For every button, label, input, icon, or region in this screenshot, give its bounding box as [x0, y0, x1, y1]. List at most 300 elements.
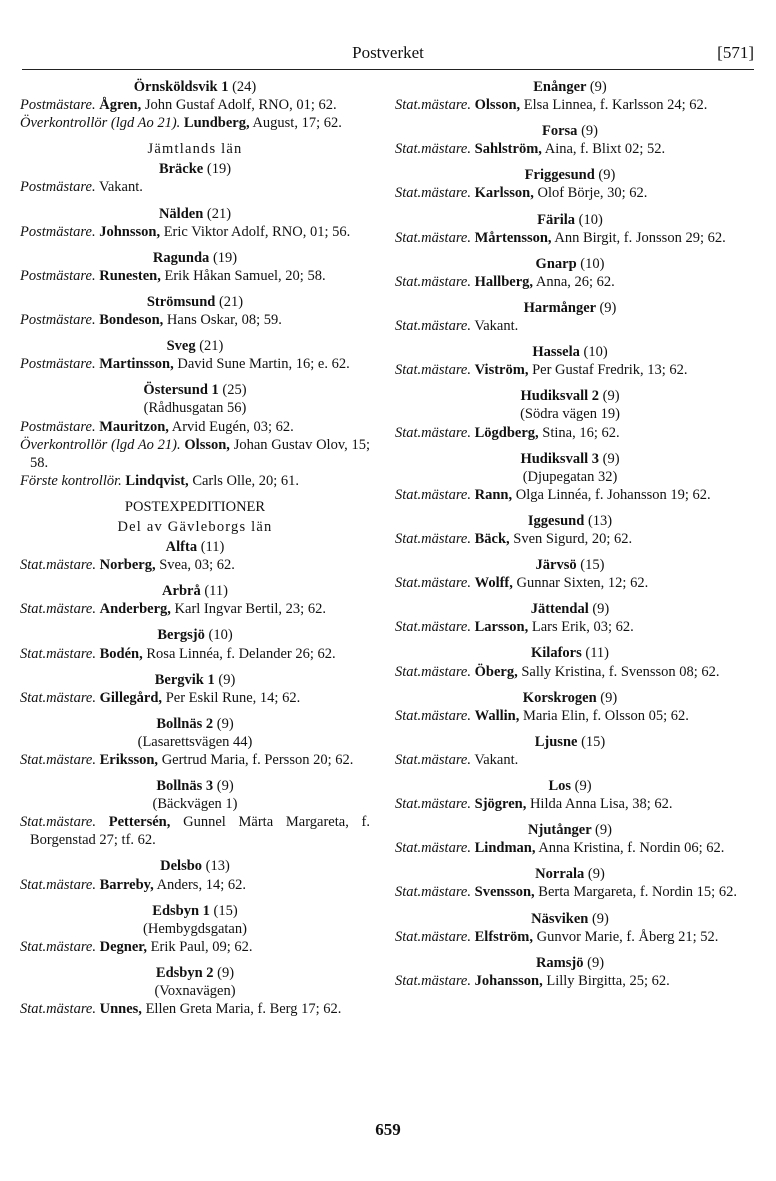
place-name [395, 556, 745, 574]
staff-details: Hilda Anna Lisa, 38; 62. [529, 796, 673, 813]
staff-name: Johansson, [474, 972, 543, 989]
place-number: (9) [599, 299, 617, 316]
staff-line [395, 530, 745, 548]
place-label: Nälden [158, 205, 204, 222]
place-address: (Djupegatan 32) [522, 468, 618, 485]
staff-details: Lilly Birgitta, 25; 62. [546, 972, 670, 989]
staff-details: August, 17; 62. [252, 115, 342, 132]
staff-name: Öberg, [474, 663, 518, 680]
place-name [395, 644, 745, 662]
staff-details: Gertrud Maria, f. Persson 20; 62. [161, 752, 354, 768]
staff-title: Postmästare. [20, 356, 96, 373]
place-label: Järvsö [535, 557, 577, 574]
place-number: (21) [206, 205, 232, 222]
staff-name: Bodén, [99, 645, 143, 662]
staff-name: Lindqvist, [125, 472, 189, 489]
header-divider [22, 69, 754, 70]
post-office-entry [395, 556, 745, 592]
place-label: Korskrogen [522, 689, 597, 706]
staff-name: Johnsson, [99, 223, 161, 240]
place-label: Strömsund [146, 293, 216, 310]
staff-title: Stat.mästare. [395, 530, 471, 547]
staff-details: John Gustaf Adolf, RNO, 01; 62. [144, 97, 337, 114]
staff-name: Wallin, [474, 707, 520, 724]
place-number: (13) [205, 858, 230, 875]
place-number: (21) [218, 293, 244, 310]
staff-name: Hallberg, [474, 273, 534, 290]
staff-name: Ågren, [99, 97, 142, 114]
place-label: Gnarp [535, 255, 577, 272]
staff-details: Eric Viktor Adolf, RNO, 01; 56. [163, 223, 351, 240]
post-office-entry [20, 78, 370, 132]
staff-name: Sahlström, [474, 141, 542, 158]
place-label: Ljusne [534, 733, 578, 750]
staff-details: Anna Kristina, f. Nordin 06; 62. [538, 840, 725, 857]
post-office-entry [395, 600, 745, 636]
staff-line [20, 938, 370, 956]
place-address: (Bäckvägen 1) [152, 796, 238, 813]
place-number: (11) [204, 583, 228, 600]
place-label: Enånger [533, 79, 587, 95]
place-name [20, 205, 370, 223]
place-name [20, 337, 370, 355]
place-number: (9) [598, 167, 616, 184]
staff-title: Stat.mästare. [395, 575, 471, 592]
place-number: (10) [583, 344, 608, 361]
staff-line [20, 267, 370, 285]
staff-title: Stat.mästare. [395, 141, 471, 158]
staff-details: Per Gustaf Fredrik, 13; 62. [532, 362, 688, 379]
staff-title: Stat.mästare. [20, 814, 96, 831]
staff-title: Stat.mästare. [20, 645, 96, 662]
staff-details: Arvid Eugén, 03; 62. [171, 418, 294, 435]
post-office-entry [395, 122, 745, 158]
staff-details: Rosa Linnéa, f. Delander 26; 62. [146, 645, 336, 662]
post-office-entry [395, 299, 745, 335]
place-number: (11) [585, 645, 609, 662]
staff-line [20, 311, 370, 329]
place-name [20, 160, 370, 178]
staff-line [395, 273, 745, 291]
staff-line [395, 839, 745, 857]
staff-details: Olga Linnéa, f. Johansson 19; 62. [515, 486, 711, 503]
staff-line [395, 574, 745, 592]
place-name [395, 954, 745, 972]
place-label: Edsbyn 1 [152, 902, 210, 919]
place-label: Bergsjö [157, 627, 205, 644]
post-office-entry [20, 964, 370, 1018]
staff-title: Postmästare. [20, 97, 96, 114]
staff-title: Stat.mästare. [395, 273, 471, 290]
post-office-entry [395, 166, 745, 202]
staff-name: Olsson, [184, 436, 230, 453]
staff-line [20, 813, 370, 849]
staff-line [395, 972, 745, 990]
staff-line [395, 618, 745, 636]
staff-details: Vakant. [474, 751, 519, 768]
place-label: Östersund 1 [143, 382, 219, 399]
staff-title: Stat.mästare. [395, 972, 471, 989]
staff-title: Stat.mästare. [395, 751, 471, 768]
post-office-entry [20, 582, 370, 618]
place-number: (9) [602, 388, 620, 405]
place-label: Harmånger [523, 299, 596, 316]
page-reference: [571] [717, 43, 754, 62]
staff-name: Elfström, [474, 928, 534, 945]
staff-details: Vakant. [98, 179, 143, 196]
staff-line [20, 751, 370, 769]
staff-title: Postmästare. [20, 418, 96, 435]
left-column [20, 78, 370, 1026]
staff-title: Stat.mästare. [395, 707, 471, 724]
staff-title: Stat.mästare. [395, 229, 471, 246]
staff-details: Anna, 26; 62. [535, 273, 615, 290]
place-name [395, 777, 745, 795]
place-number: (9) [216, 778, 234, 795]
staff-name: Bäck, [474, 530, 510, 547]
place-label: Örnsköldsvik 1 [133, 79, 229, 95]
staff-line [395, 883, 745, 901]
staff-details: Ellen Greta Maria, f. Berg 17; 62. [145, 1001, 342, 1018]
staff-title: Överkontrollör (lgd Ao 21). [20, 115, 181, 132]
staff-name: Anderberg, [99, 601, 171, 618]
staff-line [395, 317, 745, 335]
staff-title: Postmästare. [20, 223, 96, 240]
place-number: (10) [580, 255, 605, 272]
place-label: Alfta [165, 539, 198, 556]
staff-line [395, 184, 745, 202]
place-label: Iggesund [527, 512, 585, 529]
staff-line [20, 223, 370, 241]
staff-line [395, 424, 745, 442]
staff-line [20, 645, 370, 663]
staff-title: Överkontrollör (lgd Ao 21). [20, 436, 181, 453]
place-number: (19) [206, 161, 232, 178]
place-address: (Rådhusgatan 56) [143, 400, 247, 417]
staff-line [395, 707, 745, 725]
staff-line [20, 355, 370, 373]
place-name [20, 538, 370, 556]
post-office-entry [395, 343, 745, 379]
place-number: (24) [232, 79, 257, 95]
place-name [20, 78, 370, 96]
staff-name: Barreby, [99, 876, 154, 893]
place-label: Sveg [166, 338, 196, 355]
staff-line [395, 928, 745, 946]
staff-title: Stat.mästare. [395, 796, 471, 813]
staff-title: Stat.mästare. [395, 486, 471, 503]
place-name [20, 857, 370, 875]
staff-title: Stat.mästare. [395, 884, 471, 901]
place-number: (10) [578, 211, 603, 228]
place-name [395, 122, 745, 140]
staff-line [395, 361, 745, 379]
place-label: Forsa [542, 123, 578, 140]
staff-details: Sally Kristina, f. Svensson 08; 62. [521, 663, 720, 680]
place-number: (9) [595, 822, 612, 839]
post-office-entry [20, 538, 370, 574]
place-number: (9) [589, 79, 607, 95]
place-name [395, 600, 745, 618]
place-label: Norrala [535, 866, 585, 883]
staff-line [395, 229, 745, 247]
place-label: Ramsjö [535, 954, 584, 971]
place-name [395, 512, 745, 530]
place-name [395, 910, 745, 928]
staff-line [395, 140, 745, 158]
place-label: Delsbo [160, 858, 203, 875]
place-number: (15) [580, 557, 605, 574]
place-address: (Lasarettsvägen 44) [137, 733, 253, 750]
place-label: Arbrå [162, 583, 201, 600]
staff-details: Vakant. [474, 318, 519, 335]
place-number: (9) [587, 866, 605, 883]
staff-line [395, 751, 745, 769]
place-label: Hassela [532, 344, 580, 361]
place-name [20, 671, 370, 689]
staff-title: Förste kontrollör. [20, 472, 122, 489]
staff-title: Postmästare. [20, 267, 96, 284]
post-office-entry [20, 205, 370, 241]
staff-details: Erik Paul, 09; 62. [150, 938, 253, 955]
staff-name: Karlsson, [474, 185, 534, 202]
staff-details: Berta Margareta, f. Nordin 15; 62. [538, 884, 737, 901]
staff-details: Hans Oskar, 08; 59. [166, 312, 282, 329]
place-number: (9) [600, 689, 618, 706]
staff-title: Stat.mästare. [20, 938, 96, 955]
staff-details: Gunvor Marie, f. Åberg 21; 52. [536, 928, 719, 945]
staff-details: Erik Håkan Samuel, 20; 58. [164, 267, 326, 284]
staff-details: Carls Olle, 20; 61. [192, 472, 300, 489]
staff-details: David Sune Martin, 16; e. 62. [177, 356, 350, 373]
staff-title: Stat.mästare. [395, 318, 471, 335]
staff-line [20, 689, 370, 707]
staff-name: Sjögren, [474, 796, 527, 813]
staff-title: Stat.mästare. [20, 601, 96, 618]
staff-name: Martinsson, [99, 356, 174, 373]
place-label: Hudiksvall 3 [520, 450, 600, 467]
staff-details: Johan Gustav Olov, 15; 58. [30, 436, 371, 471]
staff-name: Mauritzon, [99, 418, 169, 435]
post-office-entry [20, 381, 370, 490]
staff-name: Bondeson, [99, 312, 164, 329]
post-office-entry [20, 626, 370, 662]
place-label: Hudiksvall 2 [520, 388, 600, 405]
place-name [20, 964, 370, 982]
post-office-entry [395, 512, 745, 548]
post-office-entry [20, 249, 370, 285]
staff-title: Stat.mästare. [395, 840, 471, 857]
post-office-entry [395, 78, 745, 114]
place-name [20, 381, 370, 399]
post-office-entry [395, 689, 745, 725]
place-label: Friggesund [524, 167, 595, 184]
place-number: (15) [213, 902, 238, 919]
staff-details: Ann Birgit, f. Jonsson 29; 62. [554, 229, 726, 246]
staff-name: Lindman, [474, 840, 536, 857]
staff-title: Stat.mästare. [20, 557, 96, 574]
place-label: Kilafors [531, 645, 582, 662]
staff-title: Stat.mästare. [395, 424, 471, 441]
staff-name: Svensson, [474, 884, 535, 901]
place-number: (25) [222, 382, 247, 399]
staff-line [395, 663, 745, 681]
post-office-entry [20, 671, 370, 707]
place-label: Färila [537, 211, 576, 228]
staff-name: Mårtensson, [474, 229, 552, 246]
place-address: (Hembygdsgatan) [143, 920, 247, 937]
place-label: Bräcke [158, 161, 204, 178]
place-name [395, 343, 745, 361]
staff-name: Olsson, [474, 97, 521, 114]
place-name [395, 211, 745, 229]
staff-name: Lögdberg, [474, 424, 539, 441]
place-name [395, 387, 745, 405]
staff-line [20, 876, 370, 894]
staff-details: Gunnar Sixten, 12; 62. [516, 575, 649, 592]
place-name [20, 249, 370, 267]
place-number: (9) [218, 671, 236, 688]
staff-details: Sven Sigurd, 20; 62. [513, 530, 633, 547]
staff-name: Runesten, [99, 267, 161, 284]
staff-title: Stat.mästare. [395, 619, 471, 636]
staff-details: Stina, 16; 62. [542, 424, 620, 441]
staff-name: Lundberg, [183, 115, 250, 132]
place-name [20, 715, 370, 733]
staff-details: Svea, 03; 62. [159, 557, 235, 574]
staff-details: Karl Ingvar Bertil, 23; 62. [174, 601, 326, 618]
place-name [395, 166, 745, 184]
place-name [20, 902, 370, 920]
staff-line [395, 486, 745, 504]
place-number: (9) [217, 964, 235, 981]
staff-details: Olof Börje, 30; 62. [537, 185, 648, 202]
staff-details: Elsa Linnea, f. Karlsson 24; 62. [523, 97, 708, 114]
place-label: Edsbyn 2 [155, 964, 214, 981]
place-number: (21) [199, 338, 224, 355]
staff-title: Stat.mästare. [395, 362, 471, 379]
staff-details: Maria Elin, f. Olsson 05; 62. [522, 707, 689, 724]
post-office-entry [20, 857, 370, 893]
staff-name: Gillegård, [99, 689, 163, 706]
staff-line [20, 1000, 370, 1018]
place-number: (9) [574, 778, 592, 794]
place-number: (9) [592, 601, 610, 618]
staff-title: Stat.mästare. [20, 689, 96, 706]
staff-name: Rann, [474, 486, 513, 503]
staff-name: Wolff, [474, 575, 513, 592]
place-name [395, 299, 745, 317]
place-name [20, 626, 370, 644]
place-name [395, 78, 745, 96]
post-office-entry [395, 733, 745, 769]
post-office-entry [395, 954, 745, 990]
place-name [395, 865, 745, 883]
place-number: (13) [587, 512, 613, 529]
place-name [20, 777, 370, 795]
staff-line [20, 556, 370, 574]
staff-name: Eriksson, [99, 752, 159, 768]
staff-title: Stat.mästare. [395, 97, 471, 114]
staff-title: Stat.mästare. [20, 876, 96, 893]
staff-details: Lars Erik, 03; 62. [531, 619, 634, 636]
staff-line [20, 436, 370, 472]
staff-details: Aina, f. Blixt 02; 52. [544, 141, 666, 158]
place-label: Bollnäs 3 [156, 778, 214, 795]
place-name [395, 821, 745, 839]
post-office-entry [20, 902, 370, 956]
place-number: (19) [212, 249, 238, 266]
place-number: (9) [581, 123, 598, 140]
staff-title: Stat.mästare. [395, 663, 471, 680]
staff-name: Norberg, [99, 557, 156, 574]
staff-line [395, 96, 745, 114]
post-office-entry [395, 387, 745, 441]
place-number: (9) [591, 910, 609, 927]
right-column [395, 78, 745, 998]
place-label: Njutånger [528, 822, 592, 839]
staff-title: Postmästare. [20, 179, 96, 196]
staff-name: Larsson, [474, 619, 529, 636]
page-number: 659 [375, 1120, 401, 1139]
place-address: (Södra vägen 19) [520, 406, 620, 423]
staff-title: Stat.mästare. [20, 752, 96, 768]
place-label: Jättendal [530, 601, 589, 618]
place-number: (9) [587, 954, 605, 971]
place-number: (9) [216, 715, 234, 732]
staff-line [20, 418, 370, 436]
place-label: Bollnäs 2 [156, 715, 214, 732]
place-name [20, 293, 370, 311]
staff-name: Unnes, [99, 1001, 142, 1018]
place-name [395, 255, 745, 273]
post-office-entry [395, 211, 745, 247]
staff-line [20, 114, 370, 132]
post-office-entry [20, 160, 370, 196]
post-office-entry [395, 865, 745, 901]
staff-title: Postmästare. [20, 312, 96, 329]
place-name [395, 733, 745, 751]
place-number: (11) [200, 539, 225, 556]
staff-name: Degner, [99, 938, 148, 955]
staff-line [20, 178, 370, 196]
place-address: (Voxnavägen) [154, 983, 236, 1000]
page-title: Postverket [352, 43, 424, 62]
staff-name: Viström, [474, 362, 529, 379]
place-name [395, 689, 745, 707]
place-number: (9) [602, 450, 620, 467]
post-office-entry [395, 644, 745, 680]
staff-title: Stat.mästare. [395, 928, 471, 945]
post-office-entry [395, 255, 745, 291]
staff-details: Anders, 14; 62. [156, 876, 246, 893]
post-office-entry [20, 293, 370, 329]
post-office-entry [395, 450, 745, 504]
staff-line [20, 600, 370, 618]
place-label: Los [548, 778, 572, 794]
section-heading: Jämtlands län [147, 141, 243, 158]
place-number: (15) [581, 733, 606, 750]
post-office-entry [395, 910, 745, 946]
post-office-entry [20, 715, 370, 769]
place-label: Bergvik 1 [154, 671, 215, 688]
staff-details: Per Eskil Rune, 14; 62. [165, 689, 301, 706]
post-office-entry [395, 777, 745, 813]
place-label: Ragunda [152, 249, 210, 266]
place-name [395, 450, 745, 468]
place-name [20, 582, 370, 600]
staff-line [20, 472, 370, 490]
